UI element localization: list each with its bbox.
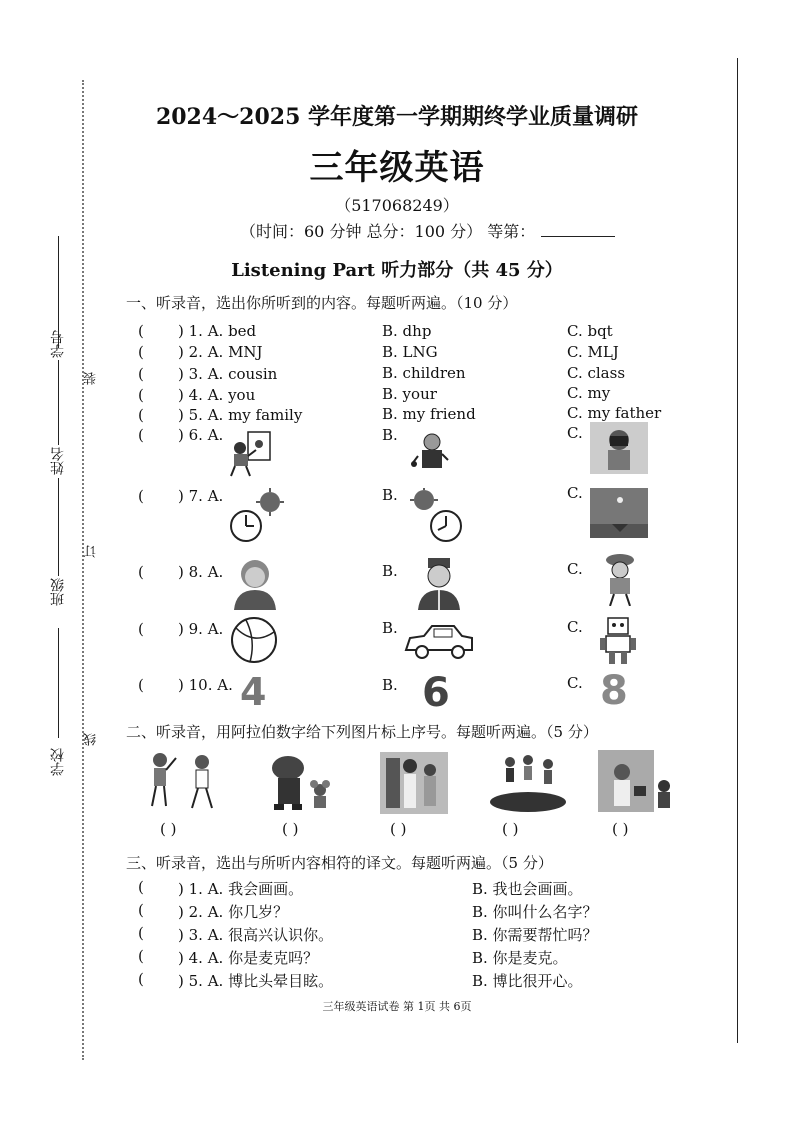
class-blank — [58, 478, 59, 576]
answer-paren[interactable]: ( — [138, 365, 144, 383]
answer-paren[interactable]: ( — [138, 924, 144, 942]
kids-giving-gift-photo — [598, 750, 678, 814]
subject-title: 三年级英语 — [309, 148, 485, 188]
exam-title: 2024～2025 学年度第一学期期终学业质量调研 — [155, 104, 639, 130]
q10-label-c: C. — [567, 674, 583, 692]
q7-label-c: C. — [567, 484, 583, 502]
kids-playing-image — [488, 752, 568, 814]
digit-four-image: 4 — [240, 670, 267, 714]
label-student-id: 学号 — [50, 330, 66, 358]
s3-q2-option-b: B. 你叫什么名字？ — [472, 903, 598, 921]
two-kids-waving-image — [146, 750, 220, 810]
name-blank — [58, 360, 59, 445]
s3-q5-option-a: ) 5. A. 博比头晕目眩。 — [178, 972, 334, 990]
q4-option-b: B. your — [382, 385, 437, 403]
answer-paren[interactable]: ( — [138, 343, 144, 361]
q1-option-c: C. bqt — [567, 322, 613, 340]
s3-q4-option-a: ) 4. A. 你是麦克吗？ — [178, 949, 319, 967]
q9-label-b: B. — [382, 619, 398, 637]
seal-mark-ding: 订 — [84, 545, 99, 558]
s3-q1-option-a: ) 1. A. 我会画画。 — [178, 880, 304, 898]
robot-image — [598, 612, 638, 666]
label-school: 学校 — [50, 748, 66, 776]
section1-heading: 一、听录音，选出你所听到的内容。每题听两遍。（10 分） — [126, 294, 518, 312]
school-blank — [58, 628, 59, 738]
answer-paren[interactable]: ( — [138, 426, 144, 444]
seal-mark-xian: 线 — [84, 733, 99, 746]
man-in-hat-image — [598, 552, 640, 606]
picture-order-paren[interactable]: ( ) — [282, 820, 299, 838]
picture-order-paren[interactable]: ( ) — [160, 820, 177, 838]
elephant-mouse-image — [266, 752, 336, 812]
grandma-image — [230, 556, 280, 610]
seal-mark-zhuang: 装 — [84, 372, 99, 385]
sun-clock-image — [228, 488, 288, 544]
exam-info-text: （时间：60 分钟 总分：100 分） 等第： — [240, 222, 536, 241]
s3-q5-option-b: B. 博比很开心。 — [472, 972, 583, 990]
label-class: 班级 — [50, 578, 66, 606]
q2-option-c: C. MLJ — [567, 343, 619, 361]
q6-label-a: ) 6. A. — [178, 426, 224, 444]
exam-code: （517068249） — [335, 196, 459, 215]
answer-paren[interactable]: ( — [138, 676, 144, 694]
picture-order-paren[interactable]: ( ) — [612, 820, 629, 838]
ball-image — [230, 616, 278, 664]
digit-six-image: 6 — [422, 670, 450, 716]
painting-boy-image — [226, 428, 276, 478]
part-title: Listening Part 听力部分（共 45 分） — [231, 260, 563, 281]
answer-paren[interactable]: ( — [138, 947, 144, 965]
picture-order-paren[interactable]: ( ) — [502, 820, 519, 838]
q5-option-b: B. my friend — [382, 405, 476, 423]
q7-label-b: B. — [382, 486, 398, 504]
answer-paren[interactable]: ( — [138, 563, 144, 581]
answer-paren[interactable]: ( — [138, 487, 144, 505]
answer-paren[interactable]: ( — [138, 620, 144, 638]
car-image — [402, 620, 476, 662]
q8-label-a: ) 8. A. — [178, 563, 224, 581]
night-sky-photo — [590, 488, 648, 538]
q10-label-a: ) 10. A. — [178, 676, 233, 694]
q1-option-a: ) 1. A. bed — [178, 322, 257, 340]
q6-label-b: B. — [382, 426, 398, 444]
s3-q4-option-b: B. 你是麦克。 — [472, 949, 568, 967]
digit-eight-image: 8 — [600, 668, 628, 714]
exam-info — [240, 219, 615, 242]
binding-dotted-line — [82, 80, 84, 1060]
q4-option-c: C. my — [567, 384, 611, 402]
answer-paren[interactable]: ( — [138, 322, 144, 340]
singing-boy-image — [408, 430, 452, 474]
s3-q1-option-b: B. 我也会画画。 — [472, 880, 583, 898]
s3-q3-option-a: ) 3. A. 很高兴认识你。 — [178, 926, 334, 944]
section2-heading: 二、听录音，用阿拉伯数字给下列图片标上序号。每题听两遍。（5 分） — [126, 723, 598, 741]
answer-paren[interactable]: ( — [138, 901, 144, 919]
q4-option-a: ) 4. A. you — [178, 386, 256, 404]
answer-paren[interactable]: ( — [138, 970, 144, 988]
grade-blank[interactable] — [541, 236, 615, 237]
q9-label-a: ) 9. A. — [178, 620, 224, 638]
answer-paren[interactable]: ( — [138, 386, 144, 404]
q6-label-c: C. — [567, 424, 583, 442]
q9-label-c: C. — [567, 618, 583, 636]
q2-option-b: B. LNG — [382, 343, 438, 361]
q3-option-b: B. children — [382, 364, 466, 382]
q8-label-c: C. — [567, 560, 583, 578]
q1-option-b: B. dhp — [382, 322, 432, 340]
picture-order-paren[interactable]: ( ) — [390, 820, 407, 838]
q2-option-a: ) 2. A. MNJ — [178, 343, 263, 361]
family-photo — [380, 752, 448, 814]
page-footer: 三年级英语试卷 第 1页 共 6页 — [322, 1000, 472, 1013]
q3-option-a: ) 3. A. cousin — [178, 365, 278, 383]
q7-label-a: ) 7. A. — [178, 487, 224, 505]
answer-paren[interactable]: ( — [138, 878, 144, 896]
q8-label-b: B. — [382, 562, 398, 580]
sun-clock-image — [406, 488, 466, 544]
label-name: 姓名 — [50, 447, 66, 475]
q10-label-b: B. — [382, 676, 398, 694]
answer-paren[interactable]: ( — [138, 406, 144, 424]
section3-heading: 三、听录音，选出与所听内容相符的译文。每题听两遍。（5 分） — [126, 854, 553, 872]
s3-q2-option-a: ) 2. A. 你几岁？ — [178, 903, 289, 921]
q3-option-c: C. class — [567, 364, 626, 382]
boy-with-camera-photo — [590, 422, 648, 474]
q5-option-a: ) 5. A. my family — [178, 406, 303, 424]
q5-option-c: C. my father — [567, 404, 662, 422]
s3-q3-option-b: B. 你需要帮忙吗？ — [472, 926, 598, 944]
grandpa-image — [414, 556, 464, 610]
